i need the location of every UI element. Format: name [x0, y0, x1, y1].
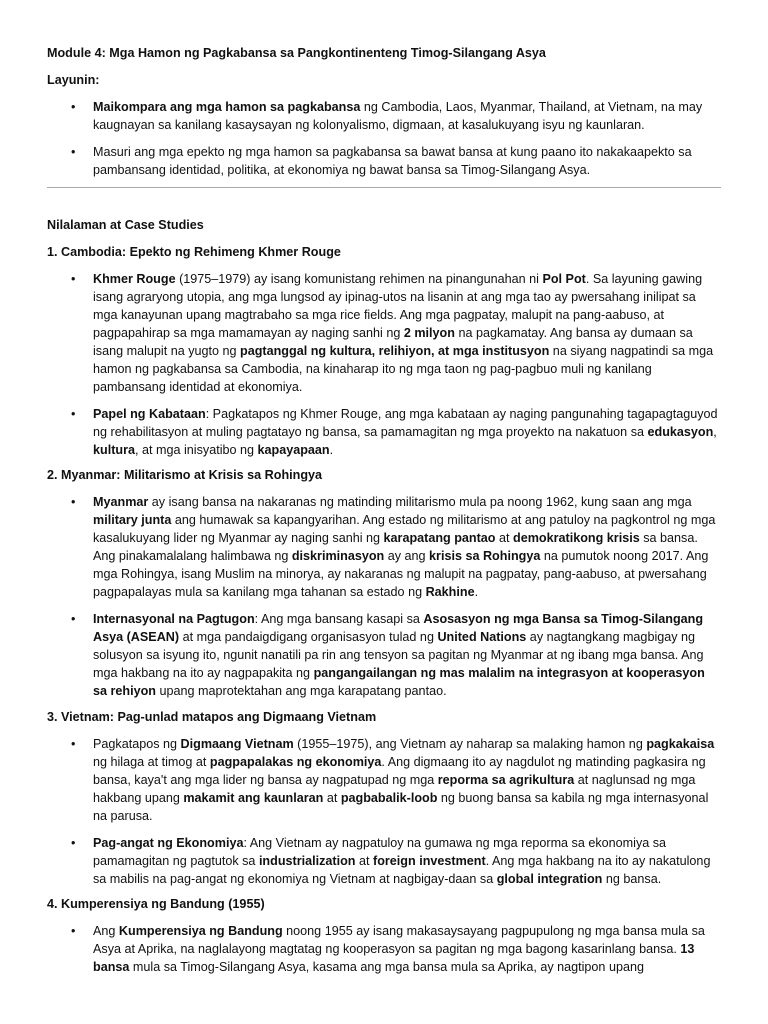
horizontal-divider	[47, 187, 721, 188]
list-item: • Pagkatapos ng Digmaang Vietnam (1955–1975), ang Vietnam ay naharap sa malaking hamon ng pagkakaisa ng hilaga at timog at pagpapalakas ng ekonomiya. Ang digmaang ito ay nagdulot ng matinding pagkasira ng bansa, kaya't ang mga lider ng bansa ay nagpatupad ng mga reporma sa agrikultura at naglunsad ng mga hakbang upang makamit ang kaunlaran at pagbabalik-loob ng buong bansa sa kabila ng mga internasyonal na parusa.	[47, 735, 722, 825]
section-title-myanmar: 2. Myanmar: Militarismo at Krisis sa Rohingya	[47, 468, 323, 482]
section-title-vietnam: 3. Vietnam: Pag-unlad matapos ang Digmaang Vietnam	[47, 710, 377, 724]
bandung-list	[47, 922, 722, 976]
list-item: • Masuri ang mga epekto ng mga hamon sa pagkabansa sa bawat bansa at kung paano ito nakakaapekto sa pambansang identidad, politika, at ekonomiya ng bawat bansa sa Timog-Silangang Asya.	[47, 143, 722, 179]
list-item: • Khmer Rouge (1975–1979) ay isang komunistang rehimen na pinangunahan ni Pol Pot. Sa layuning gawing isang agraryong utopia, ang mga lungsod ay ipinag-utos na lisanin at ang mga tao ay pwersahang inilipat sa mga kanayunan upang magtrabaho sa mga rice fields. Ang mga pagpatay, malupit na pang-aabuso, at pagpapahirap sa mga mamamayan ay naging sanhi ng 2 milyon na pagkamatay. Ang bansa ay dumaan sa isang malupit na yugto ng pagtanggal ng kultura, relihiyon, at mga institusyon na siyang nagpatindi sa mga hamon ng pagkabansa sa Cambodia, na kinaharap ito ng mga taon ng pag-pagbuo muli ng kanilang pambansang identidad at ekonomiya.	[47, 270, 722, 396]
list-item: • Pag-angat ng Ekonomiya: Ang Vietnam ay nagpatuloy na gumawa ng mga reporma sa ekonomiya sa pamamagitan ng pagtutok sa industrialization at foreign investment. Ang mga hakbang na ito ay nakatulong sa mabilis na pag-angat ng ekonomiya ng Vietnam at nagbigay-daan sa global integration ng bansa.	[47, 834, 722, 888]
section-title-bandung: 4. Kumperensiya ng Bandung (1955)	[47, 897, 265, 911]
section-title-cambodia: 1. Cambodia: Epekto ng Rehimeng Khmer Rouge	[47, 245, 341, 259]
list-item: • Internasyonal na Pagtugon: Ang mga bansang kasapi sa Asosasyon ng mga Bansa sa Timog-Silangang Asya (ASEAN) at mga pandaigdigang organisasyon tulad ng United Nations ay nagtangkang magbigay ng solusyon sa isyung ito, ngunit nanatili pa rin ang tensyon sa pagitan ng Myanmar at ng ibang mga bansa. Ang mga hakbang na ito ay nagpapakita ng pangangailangan ng mas malalim na integrasyon at kooperasyon sa rehiyon upang maprotektahan ang mga karapatang pantao.	[47, 610, 722, 700]
module-title: Module 4: Mga Hamon ng Pagkabansa sa Pangkontinenteng Timog-Silangang Asya	[47, 46, 546, 60]
list-item: • Papel ng Kabataan: Pagkatapos ng Khmer Rouge, ang mga kabataan ay naging pangunahing tagapagtaguyod ng rehabilitasyon at muling pagtatayo ng bansa, sa pamamagitan ng mga proyekto na nakatuon sa edukasyon, kultura, at mga inisyatibo ng kapayapaan.	[47, 405, 722, 459]
vietnam-list	[47, 735, 722, 888]
cambodia-list	[47, 270, 722, 459]
layunin-label: Layunin:	[47, 73, 100, 87]
nilalaman-heading: Nilalaman at Case Studies	[47, 218, 204, 232]
myanmar-list	[47, 493, 722, 700]
list-item: • Myanmar ay isang bansa na nakaranas ng matinding militarismo mula pa noong 1962, kung saan ang mga military junta ang humawak sa kapangyarihan. Ang estado ng militarismo at ang patuloy na pagkontrol ng mga kasalukuyang lider ng Myanmar ay naging sanhi ng karapatang pantao at demokratikong krisis sa bansa. Ang pinakamalalang halimbawa ng diskriminasyon ay ang krisis sa Rohingya na pumutok noong 2017. Ang mga Rohingya, isang Muslim na minorya, ay nakaranas ng malupit na pagpatay, pang-aabuso, at pwersahang pagpapalayas mula sa kanilang mga tahanan sa estado ng Rakhine.	[47, 493, 722, 601]
list-item: • Maikompara ang mga hamon sa pagkabansa ng Cambodia, Laos, Myanmar, Thailand, at Vietnam, na may kaugnayan sa kanilang kasaysayan ng kolonyalismo, digmaan, at kasalukuyang isyu ng kaunlaran.	[47, 98, 722, 134]
list-item: • Ang Kumperensiya ng Bandung noong 1955 ay isang makasaysayang pagpupulong ng mga bansa mula sa Asya at Aprika, na naglalayong magtatag ng kooperasyon sa pagitan ng mga bagong kasarinlang bansa. 13 bansa mula sa Timog-Silangang Asya, kasama ang mga bansa mula sa Aprika, ay nagtipon upang	[47, 922, 722, 976]
layunin-list	[47, 98, 722, 179]
